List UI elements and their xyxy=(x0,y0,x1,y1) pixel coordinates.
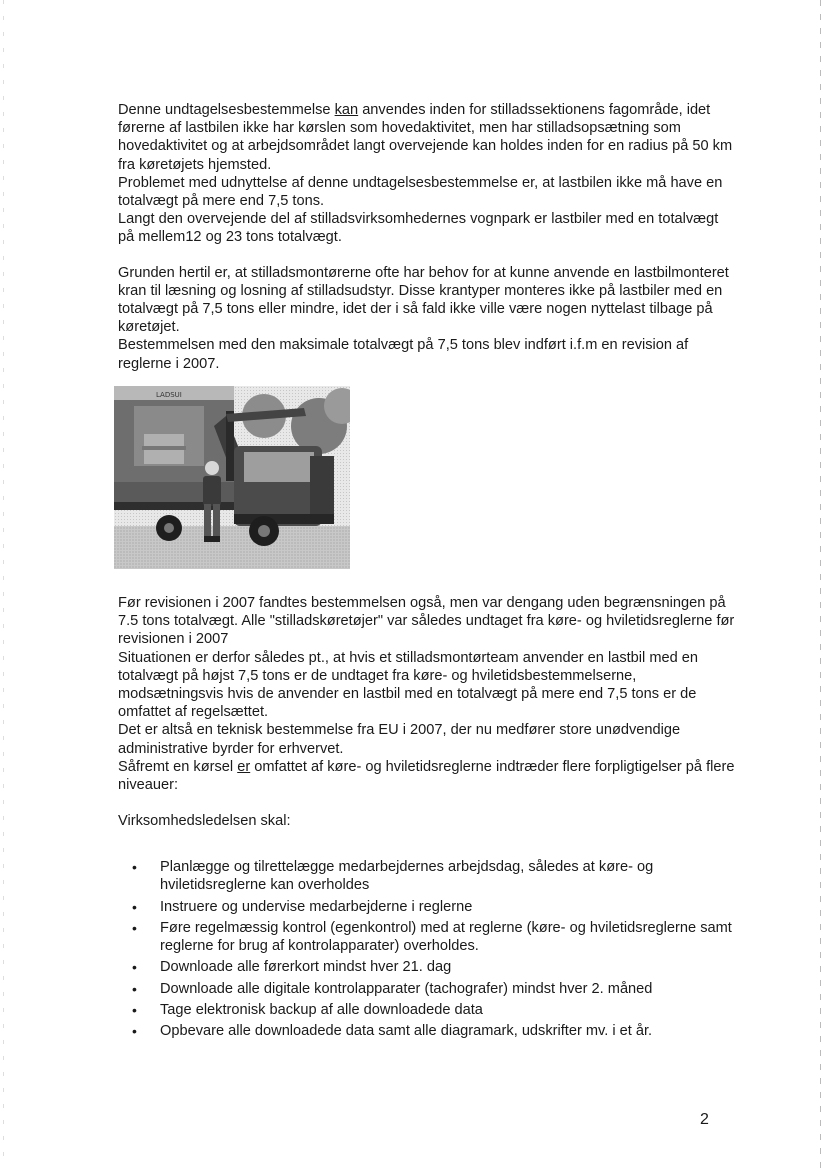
bullet-icon: • xyxy=(132,1002,137,1019)
list-item-text: Planlægge og tilrettelægge medarbejdernes arbejdsdag, således at køre- og hviletidsreglerne kan overholdes xyxy=(160,859,654,894)
paragraph-10: Virksomhedsledelsen skal: xyxy=(118,813,291,830)
list-item-text: Opbevare alle downloadede data samt alle diagramark, udskrifter mv. i et år. xyxy=(160,1023,653,1040)
list-item xyxy=(118,958,736,976)
page-number: 2 xyxy=(700,1111,709,1128)
paragraph-gap xyxy=(118,794,736,812)
list-item-text: Downloade alle førerkort mindst hver 21. dag xyxy=(160,959,452,976)
paragraph-7: Situationen er derfor således pt., at hvis et stilladsmontørteam anvender en lastbil med en totalvægt på højst 7,5 tons er de undtaget fra køre- og hviletidsbestemmelserne, modsætningsvis hvis de anvender en lastbil med en totalvægt på mere end 7,5 tons er de omfattet af regelsættet. xyxy=(118,649,699,721)
building-sign-text: LADSUI xyxy=(156,391,182,399)
bullet-icon: • xyxy=(132,919,137,936)
paragraph-5: Bestemmelsen med den maksimale totalvægt på 7,5 tons blev indført i.f.m en revision af reglerne i 2007. xyxy=(118,337,689,372)
paragraph-2: Problemet med udnyttelse af denne undtagelsesbestemmelse er, at lastbilen ikke må have en totalvægt på mere end 7,5 tons. xyxy=(118,174,723,210)
bullet-icon: • xyxy=(132,980,137,997)
list-item xyxy=(118,980,736,998)
paragraph-4: Grunden hertil er, at stilladsmontørerne ofte har behov for at kunne anvende en lastbilmonteret kran til læsning og losning af stilladsudstyr. Disse krantyper monteres ikke på lastbiler med en totalvægt på 7,5 tons eller mindre, idet der i så fald ikke ville være nogen nyttelast tilbage på køretøjet. xyxy=(118,264,729,336)
paragraph-9-text-a: Såfremt en kørsel xyxy=(118,758,238,775)
list-item xyxy=(118,858,736,895)
list-item-text: Tage elektronisk backup af alle downloadede data xyxy=(160,1002,483,1019)
obligations-list xyxy=(118,858,736,1044)
paragraph-9-text-b: omfattet af køre- og hviletidsreglerne indtræder flere forpligtigelser på flere niveauer: xyxy=(118,758,735,794)
list-item xyxy=(118,1022,736,1040)
bullet-icon: • xyxy=(132,859,137,875)
truck-photo xyxy=(114,386,350,569)
list-item-text: Downloade alle digitale kontrolapparater (tachografer) mindst hver 2. måned xyxy=(160,980,653,997)
bullet-icon: • xyxy=(132,959,137,976)
scan-edge-right xyxy=(820,0,821,1168)
paragraph-3: Langt den overvejende del af stilladsvirksomhedernes vognpark er lastbiler med en totalvægt på mellem12 og 23 tons totalvægt. xyxy=(118,211,719,246)
paragraph-1-text-a: Denne undtagelsesbestemmelse xyxy=(118,102,335,118)
paragraph-9-underlined: er xyxy=(237,758,251,775)
paragraph-1-underlined: kan xyxy=(334,102,359,118)
paragraph-1 xyxy=(118,101,736,174)
bullet-icon: • xyxy=(132,898,137,915)
list-item xyxy=(118,898,736,916)
paragraph-1-text-b: anvendes inden for stilladssektionens fagområde, idet førerne af lastbilen ikke har kørslen som hovedaktivitet, men har stilladsopsætning som hovedaktivitet og at arbejdsområdet langt overvejende kan holdes inden for en radius på 50 km fra køretøjets hjemsted. xyxy=(118,102,733,173)
paragraph-8: Det er altså en teknisk bestemmelse fra EU i 2007, der nu medfører store unødvendige administrative byrder for erhvervet. xyxy=(118,722,681,757)
lower-section xyxy=(118,594,736,830)
list-item-text: Føre regelmæssig kontrol (egenkontrol) med at reglerne (køre- og hviletidsreglerne samt reglerne for brug af kontrolapparater) overholdes. xyxy=(160,919,732,955)
paragraph-9 xyxy=(118,758,736,794)
scan-edge-left xyxy=(3,0,4,1168)
paragraph-gap xyxy=(118,247,736,264)
paragraph-6: Før revisionen i 2007 fandtes bestemmelsen også, men var dengang uden begrænsningen på 7.5 tons totalvægt. Alle "stilladskøretøjer" var således undtaget fra køre- og hviletidsreglerne før revisionen i 2007 xyxy=(118,595,735,648)
truck-photo-illustration xyxy=(114,386,350,569)
bullet-icon: • xyxy=(132,1023,137,1040)
list-item-text: Instruere og undervise medarbejderne i reglerne xyxy=(160,898,473,915)
list-item xyxy=(118,1001,736,1019)
list-item xyxy=(118,919,736,956)
intro-section xyxy=(118,101,736,373)
